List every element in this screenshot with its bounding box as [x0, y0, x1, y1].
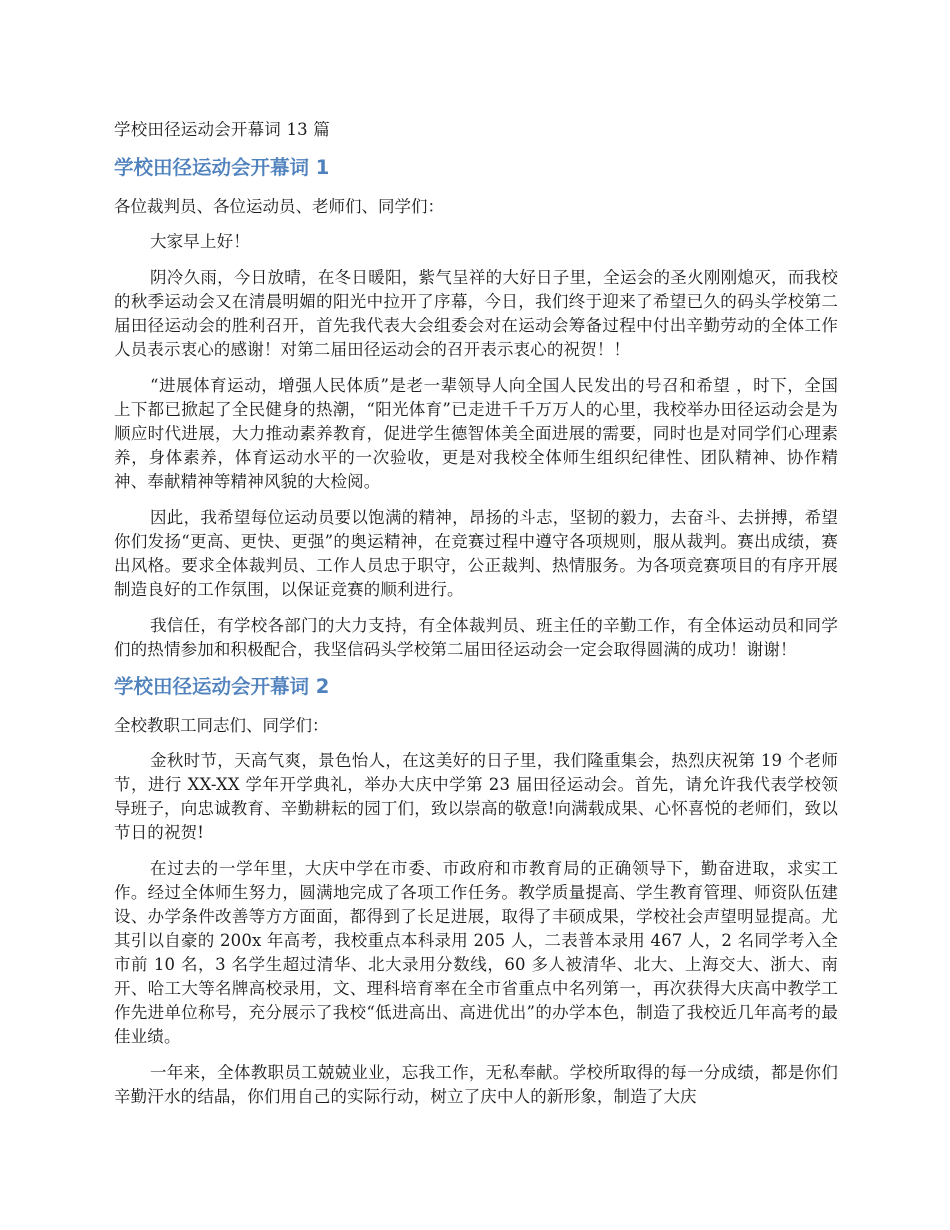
paragraph: 阴冷久雨，今日放晴，在冬日暖阳，紫气呈祥的大好日子里，全运会的圣火刚刚熄灭，而我校的秋季运动会又在清晨明媚的阳光中拉开了序幕，今日，我们终于迎来了希望已久的码头学校第二届田径运动会的胜利召开，首先我代表大会组委会对在运动会筹备过程中付出辛勤劳动的全体工作人员表示衷心的感谢！对第二届田径运动会的召开表示衷心的祝贺！！	[114, 268, 838, 359]
paragraph: 金秋时节，天高气爽，景色怡人，在这美好的日子里，我们隆重集会，热烈庆祝第 19 个老师节，进行 XX-XX 学年开学典礼，举办大庆中学第 23 届田径运动会。首先，请允许我代表学校领导班子，向忠诚教育、辛勤耕耘的园丁们，致以崇高的敬意!向满载成果、心怀喜悦的老师们，致以节日的祝贺!	[114, 751, 838, 842]
salutation: 各位裁判员、各位运动员、老师们、同学们：	[114, 197, 444, 216]
section-heading: 学校田径运动会开幕词 1	[114, 156, 330, 179]
paragraph: 我信任，有学校各部门的大力支持，有全体裁判员、班主任的辛勤工作，有全体运动员和同学们的热情参加和积极配合，我坚信码头学校第二届田径运动会一定会取得圆满的成功！谢谢！	[114, 616, 838, 659]
document-page	[114, 118, 838, 1121]
paragraph: 一年来，全体教职员工兢兢业业，忘我工作，无私奉献。学校所取得的每一分成绩，都是你们辛勤汗水的结晶，你们用自己的实际行动，树立了庆中人的新形象，制造了大庆	[114, 1063, 838, 1106]
paragraph: 大家早上好！	[150, 232, 250, 251]
section-2	[114, 674, 838, 1109]
section-heading: 学校田径运动会开幕词 2	[114, 675, 330, 698]
document-title: 学校田径运动会开幕词 13 篇	[114, 120, 330, 139]
paragraph: “进展体育运动，增强人民体质”是老一辈领导人向全国人民发出的号召和希望 ，时下，全国上下都已掀起了全民健身的热潮，“阳光体育”已走进千千万万人的心里，我校举办田径运动会是为顺应时代进展，大力推动素养教育，促进学生德智体美全面进展的需要，同时也是对同学们心理素养，身体素养，体育运动水平的一次验收，更是对我校全体师生组织纪律性、团队精神、协作精神、奉献精神等精神风貌的大检阅。	[114, 376, 838, 491]
section-1	[114, 155, 838, 662]
salutation: 全校教职工同志们、同学们：	[114, 716, 329, 735]
paragraph: 因此，我希望每位运动员要以饱满的精神，昂扬的斗志，坚韧的毅力，去奋斗、去拼搏，希望你们发扬“更高、更快、更强”的奥运精神，在竞赛过程中遵守各项规则，服从裁判。赛出成绩，赛出风格。要求全体裁判员、工作人员忠于职守，公正裁判、热情服务。为各项竞赛项目的有序开展制造良好的工作氛围，以保证竞赛的顺利进行。	[114, 508, 838, 599]
paragraph: 在过去的一学年里，大庆中学在市委、市政府和市教育局的正确领导下，勤奋进取，求实工作。经过全体师生努力，圆满地完成了各项工作任务。教学质量提高、学生教育管理、师资队伍建设、办学条件改善等方方面面，都得到了长足进展，取得了丰硕成果，学校社会声望明显提高。尤其引以自豪的 200x 年高考，我校重点本科录用 205 人，二表普本录用 467 人，2 名同学考入全市前 10 名，3 名学生超过清华、北大录用分数线，60 多人被清华、北大、上海交大、浙大、南开、哈工大等名牌高校录用，文、理科培育率在全市省重点中名列第一，再次获得大庆高中教学工作先进单位称号，充分展示了我校“低进高出、高进优出”的办学本色，制造了我校近几年高考的最佳业绩。	[114, 859, 838, 1046]
